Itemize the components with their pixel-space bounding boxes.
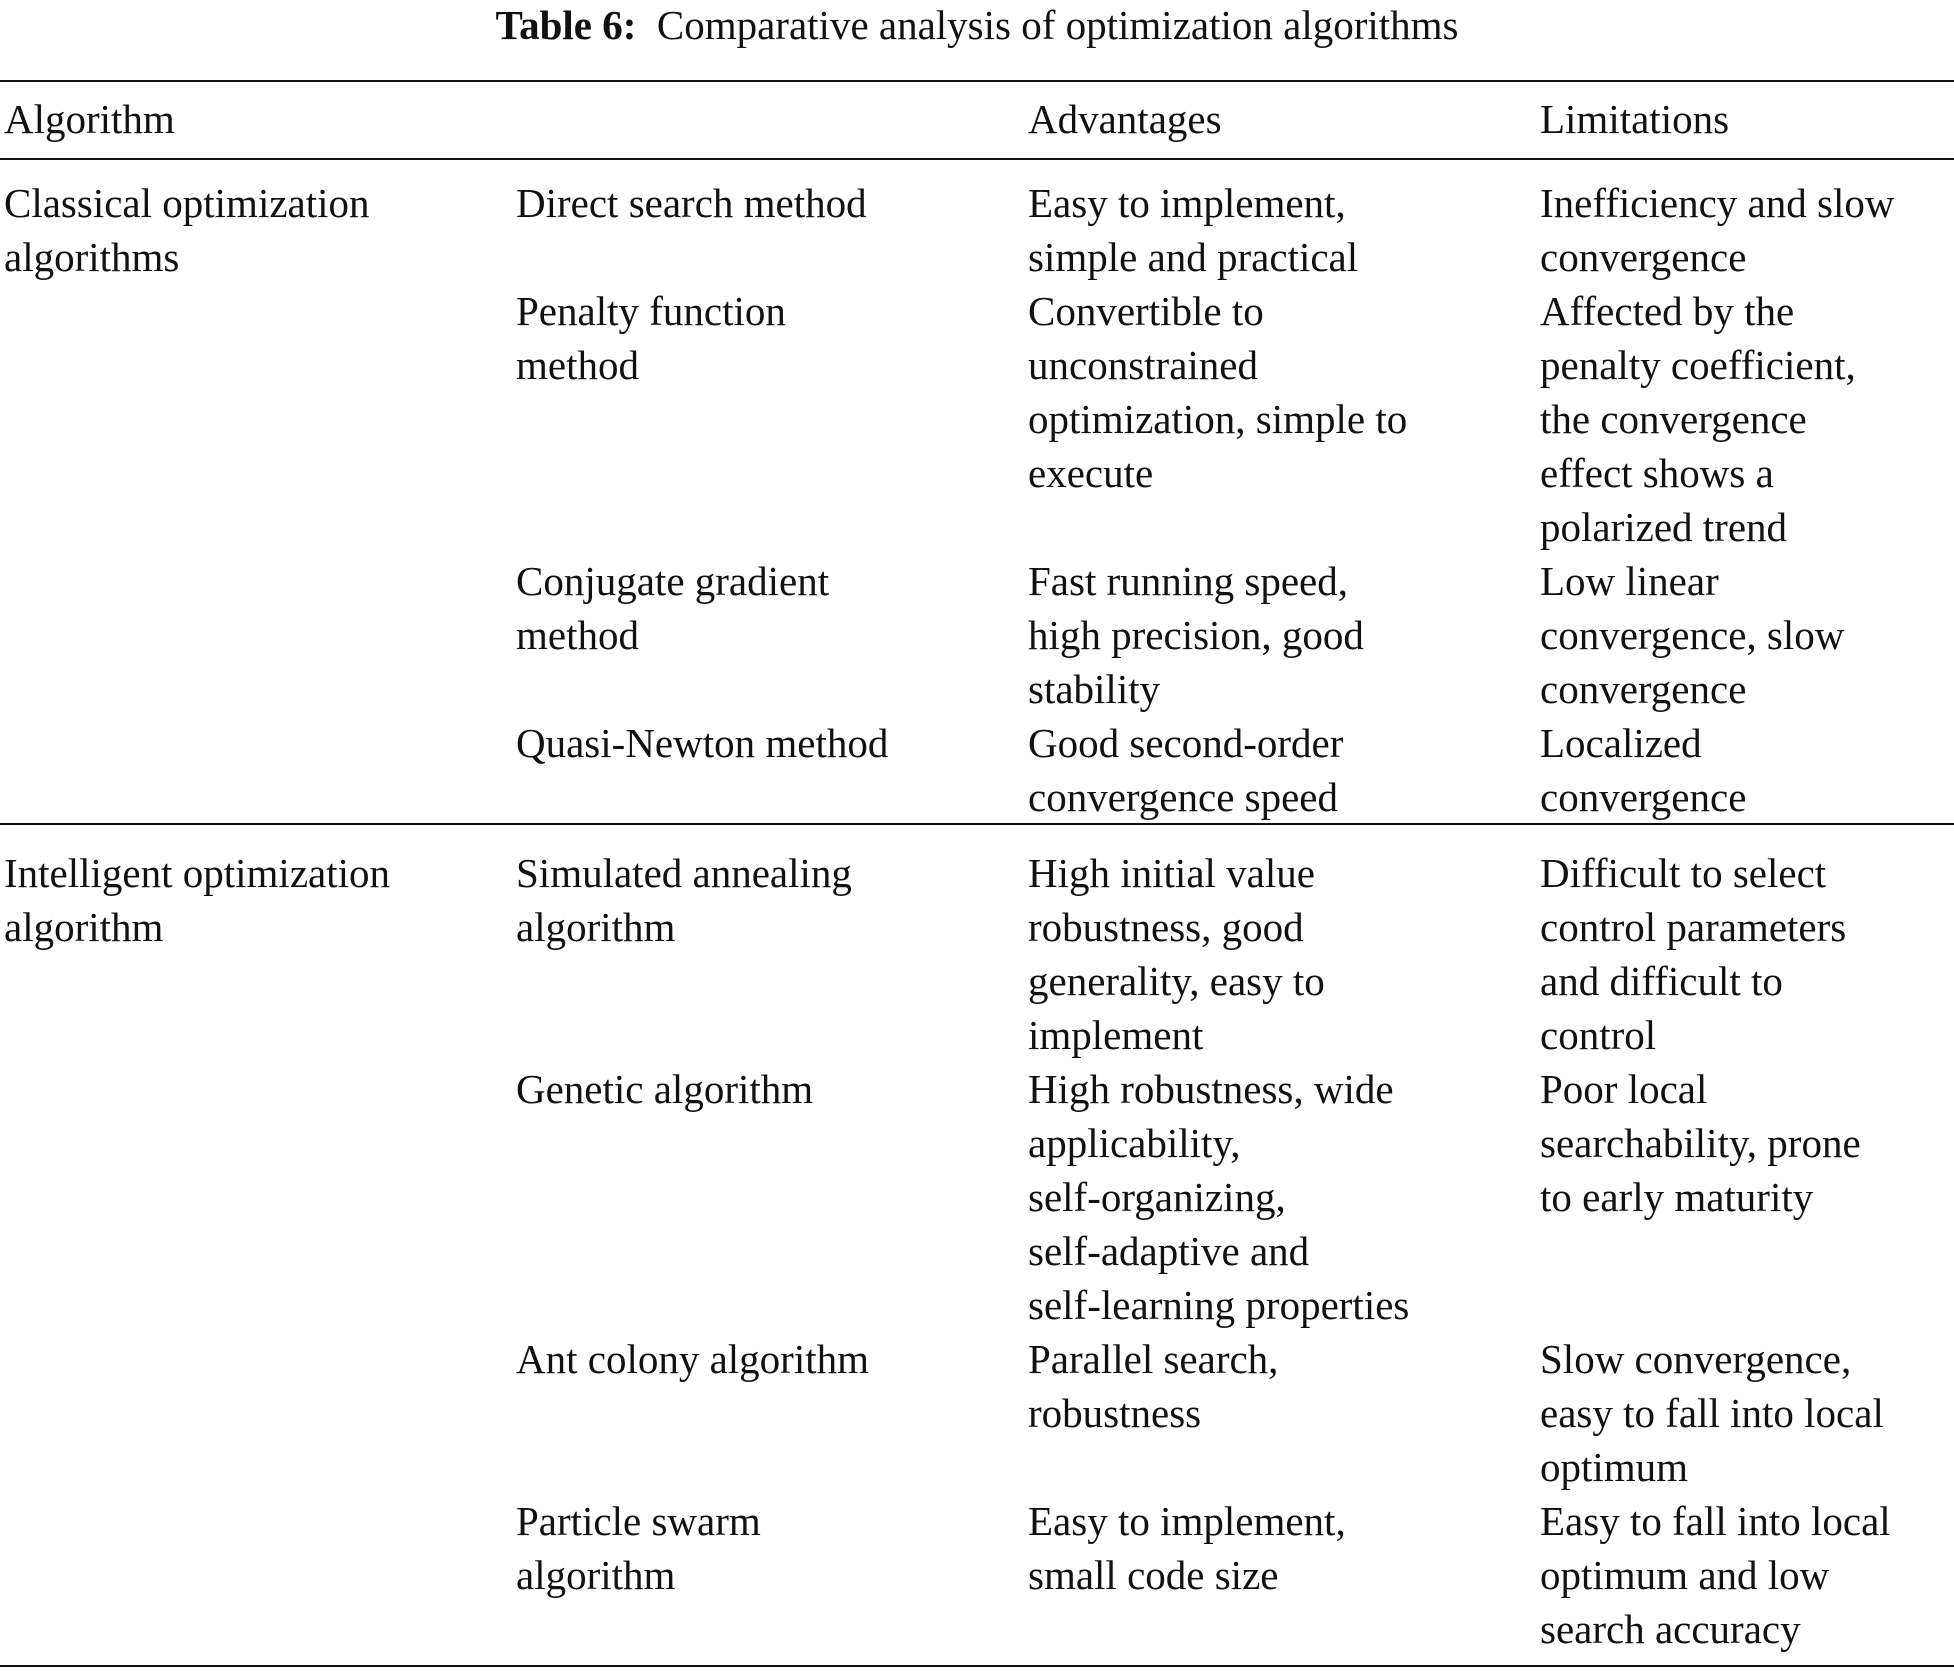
row-advantages: Convertible to unconstrained optimization, simple to execute xyxy=(1028,288,1408,496)
row-limitations: Inefficiency and slow convergence xyxy=(1540,180,1895,280)
row-method: Conjugate gradient method xyxy=(516,558,830,658)
row-method: Particle swarm algorithm xyxy=(516,1498,761,1598)
row-method: Quasi-Newton method xyxy=(516,720,889,766)
row-method: Genetic algorithm xyxy=(516,1066,814,1112)
row-method: Ant colony algorithm xyxy=(516,1336,870,1382)
row-limitations: Localized convergence xyxy=(1540,720,1747,820)
row-method: Direct search method xyxy=(516,180,867,226)
row-method: Penalty function method xyxy=(516,288,786,388)
row-advantages: High initial value robustness, good generality, easy to implement xyxy=(1028,850,1325,1058)
group-divider-rule xyxy=(0,823,1954,825)
table-caption-title: Comparative analysis of optimization algorithms xyxy=(656,2,1459,48)
top-rule xyxy=(0,80,1954,82)
bottom-rule xyxy=(0,1665,1954,1667)
row-advantages: Parallel search, robustness xyxy=(1028,1336,1279,1436)
row-limitations: Easy to fall into local optimum and low search accuracy xyxy=(1540,1498,1891,1652)
group-category-classical: Classical optimization algorithms xyxy=(4,180,370,280)
row-advantages: Easy to implement, small code size xyxy=(1028,1498,1346,1598)
header-algorithm: Algorithm xyxy=(4,96,175,142)
row-limitations: Affected by the penalty coefficient, the convergence effect shows a polarized trend xyxy=(1540,288,1856,550)
header-advantages: Advantages xyxy=(1028,96,1222,142)
header-limitations: Limitations xyxy=(1540,96,1730,142)
row-limitations: Slow convergence, easy to fall into local optimum xyxy=(1540,1336,1884,1490)
row-advantages: Fast running speed, high precision, good stability xyxy=(1028,558,1364,712)
row-limitations: Difficult to select control parameters and difficult to control xyxy=(1540,850,1847,1058)
table-caption xyxy=(0,0,1954,50)
row-advantages: Good second-order convergence speed xyxy=(1028,720,1344,820)
row-advantages: High robustness, wide applicability, self-organizing, self-adaptive and self-learning properties xyxy=(1028,1066,1410,1328)
row-advantages: Easy to implement, simple and practical xyxy=(1028,180,1359,280)
header-rule xyxy=(0,158,1954,160)
row-method: Simulated annealing algorithm xyxy=(516,850,852,950)
row-limitations: Low linear convergence, slow convergence xyxy=(1540,558,1845,712)
table-caption-label: Table 6: xyxy=(495,2,637,48)
row-limitations: Poor local searchability, prone to early maturity xyxy=(1540,1066,1861,1220)
group-category-intelligent: Intelligent optimization algorithm xyxy=(4,850,390,950)
